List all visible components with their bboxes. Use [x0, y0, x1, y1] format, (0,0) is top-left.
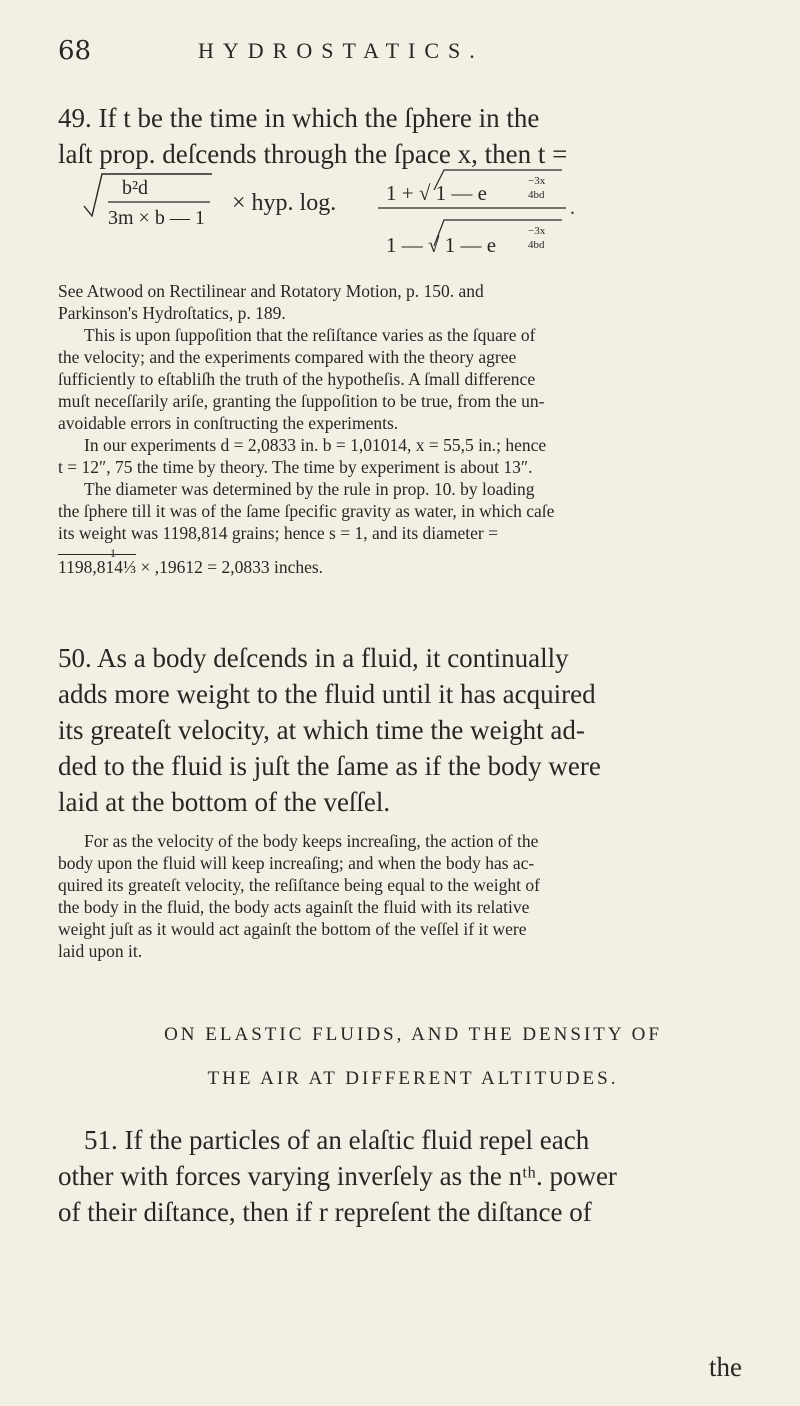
text-line: 51. If the particles of an elaſtic fluid repel each — [84, 1125, 590, 1155]
fraction-rule — [58, 554, 136, 555]
catchword: the — [709, 1352, 742, 1382]
text-line: body upon the fluid will keep increaſing; and when the body has ac- — [58, 853, 535, 873]
footnote-49 — [58, 280, 768, 578]
running-title: HYDROSTATICS. — [198, 38, 484, 63]
formula-diameter — [58, 546, 768, 578]
text-line: its greateſt velocity, at which time the weight ad- — [58, 715, 585, 745]
formula-denominator-left: 3m × b — 1 — [108, 207, 205, 229]
text-line: 50. As a body deſcends in a fluid, it continually — [58, 643, 569, 673]
text-line: laid upon it. — [58, 941, 143, 961]
text-line: quired its greateſt velocity, the reſiſtance being equal to the weight of — [58, 875, 540, 895]
text-line: Parkinson's Hydroſtatics, p. 189. — [58, 303, 286, 323]
text-line: the velocity; and the experiments compared with the theory agree — [58, 347, 517, 367]
text-line: See Atwood on Rectilinear and Rotatory Motion, p. 150. and — [58, 281, 484, 301]
text-line: 1198,814⅓ × ,19612 = 2,0833 inches. — [58, 557, 324, 577]
text-line: This is upon ſuppoſition that the reſiſtance varies as the ſquare of — [84, 325, 536, 345]
exponent-num-top: −3x — [528, 175, 546, 187]
page-header — [58, 36, 758, 76]
paragraph-49 — [58, 100, 768, 172]
text-line: The diameter was determined by the rule in prop. 10. by loading — [84, 479, 535, 499]
exponent-den-bottom: 4bd — [528, 239, 545, 251]
text-line: adds more weight to the fluid until it has acquired — [58, 679, 596, 709]
text-line: other with forces varying inverſely as the nᵗʰ. power — [58, 1161, 617, 1191]
section-heading-line-1: ON ELASTIC FLUIDS, AND THE DENSITY OF — [164, 1024, 662, 1045]
svg-text:.: . — [570, 197, 575, 219]
text-line: laid at the bottom of the veſſel. — [58, 787, 391, 817]
time-formula — [82, 168, 702, 268]
exponent-den-top: 4bd — [528, 189, 545, 201]
page-number: 68 — [58, 36, 92, 66]
text-line: avoidable errors in conſtructing the experiments. — [58, 413, 399, 433]
text-line: its weight was 1198,814 grains; hence s = 1, and its diameter = — [58, 523, 498, 543]
text-line: ded to the fluid is juſt the ſame as if the body were — [58, 751, 601, 781]
text-line: ſufficiently to eſtabliſh the truth of the hypotheſis. A ſmall difference — [58, 369, 536, 389]
paragraph-51 — [58, 1122, 768, 1230]
text-line: the ſphere till it was of the ſame ſpecific gravity as water, in which caſe — [58, 501, 555, 521]
text-line: In our experiments d = 2,0833 in. b = 1,01014, x = 55,5 in.; hence — [84, 435, 547, 455]
formula-numerator-right: 1 + √ 1 — e — [386, 181, 487, 205]
text-line: 49. If t be the time in which the ſphere in the — [58, 103, 540, 133]
paragraph-50 — [58, 640, 768, 820]
text-line: t = 12″, 75 the time by theory. The time by experiment is about 13″. — [58, 457, 533, 477]
text-line: For as the velocity of the body keeps increaſing, the action of the — [84, 831, 539, 851]
section-heading-line-2: THE AIR AT DIFFERENT ALTITUDES. — [207, 1068, 619, 1089]
text-line: muſt neceſſarily ariſe, granting the ſuppoſition to be true, from the un- — [58, 391, 545, 411]
exponent-one: 1 — [110, 546, 116, 560]
footnote-50 — [58, 830, 768, 962]
formula-numerator-left: b²d — [122, 177, 148, 199]
exponent-num-bottom: −3x — [528, 225, 546, 237]
formula-hyp-log: × hyp. log. — [232, 190, 337, 216]
text-line: the body in the fluid, the body acts againſt the fluid with its relative — [58, 897, 530, 917]
formula-denominator-right: 1 — √ 1 — e — [386, 233, 497, 257]
text-line: laſt prop. deſcends through the ſpace x, then t = — [58, 139, 568, 169]
text-line: weight juſt as it would act againſt the bottom of the veſſel if it were — [58, 919, 527, 939]
text-line: of their diſtance, then if r repreſent the diſtance of — [58, 1197, 592, 1227]
